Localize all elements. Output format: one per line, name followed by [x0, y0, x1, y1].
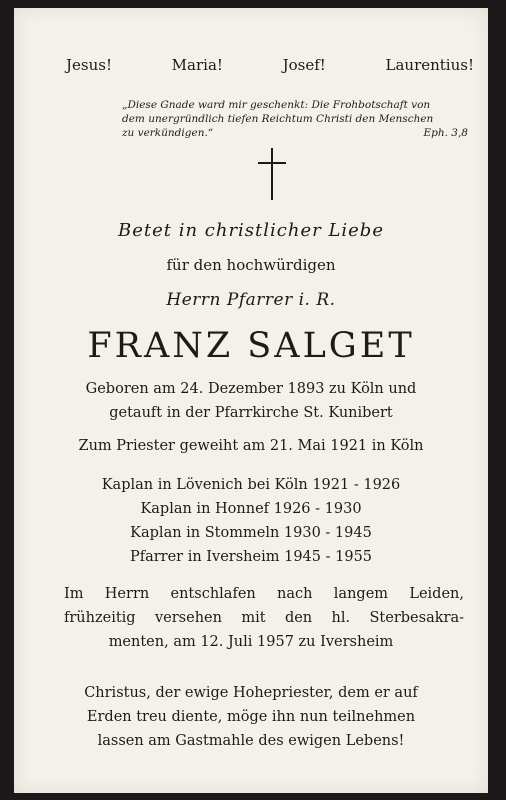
career-line: Pfarrer in Iversheim 1945 - 1955 — [129, 549, 373, 565]
deceased-name: FRANZ SALGET — [87, 326, 415, 366]
quote-line: zu verkündigen.“ — [122, 127, 214, 139]
for-line: für den hochwürdigen — [166, 256, 336, 274]
cross-icon — [252, 148, 292, 200]
birth-line: Geboren am 24. Dezember 1893 zu Köln und — [85, 381, 417, 397]
invocation-josef: Josef! — [282, 56, 326, 74]
invocation-jesus: Jesus! — [66, 56, 112, 74]
quote-line: dem unergründlich tiefen Reichtum Christi den Menschen — [122, 113, 434, 125]
career-line: Kaplan in Stommeln 1930 - 1945 — [130, 525, 372, 541]
baptism-line: getauft in der Pfarrkirche St. Kunibert — [109, 405, 393, 421]
career-line: Kaplan in Honnef 1926 - 1930 — [140, 501, 362, 517]
title-line: Herrn Pfarrer i. R. — [166, 290, 336, 310]
death-line: menten, am 12. Juli 1957 zu Iversheim — [108, 634, 394, 650]
closing-line: Erden treu diente, möge ihn nun teilnehmen — [86, 709, 416, 725]
closing-line: Christus, der ewige Hohepriester, dem er auf — [84, 685, 418, 701]
prayer-line: Betet in christlicher Liebe — [117, 220, 384, 241]
scripture-quote — [122, 98, 468, 140]
death-line: frühzeitig versehen mit den hl. Sterbesakra- — [64, 610, 464, 626]
invocation-names — [14, 56, 488, 74]
invocation-laurentius: Laurentius! — [385, 56, 474, 74]
quote-reference: Eph. 3,8 — [423, 127, 468, 139]
invocation-maria: Maria! — [171, 56, 223, 74]
quote-line: „Diese Gnade ward mir geschenkt: Die Frohbotschaft von — [122, 99, 431, 111]
closing-line: lassen am Gastmahle des ewigen Lebens! — [97, 733, 405, 749]
memorial-card — [14, 8, 488, 793]
career-line: Kaplan in Lövenich bei Köln 1921 - 1926 — [101, 477, 401, 493]
ordination-line: Zum Priester geweiht am 21. Mai 1921 in Köln — [78, 438, 424, 454]
death-line: Im Herrn entschlafen nach langem Leiden, — [64, 586, 464, 602]
